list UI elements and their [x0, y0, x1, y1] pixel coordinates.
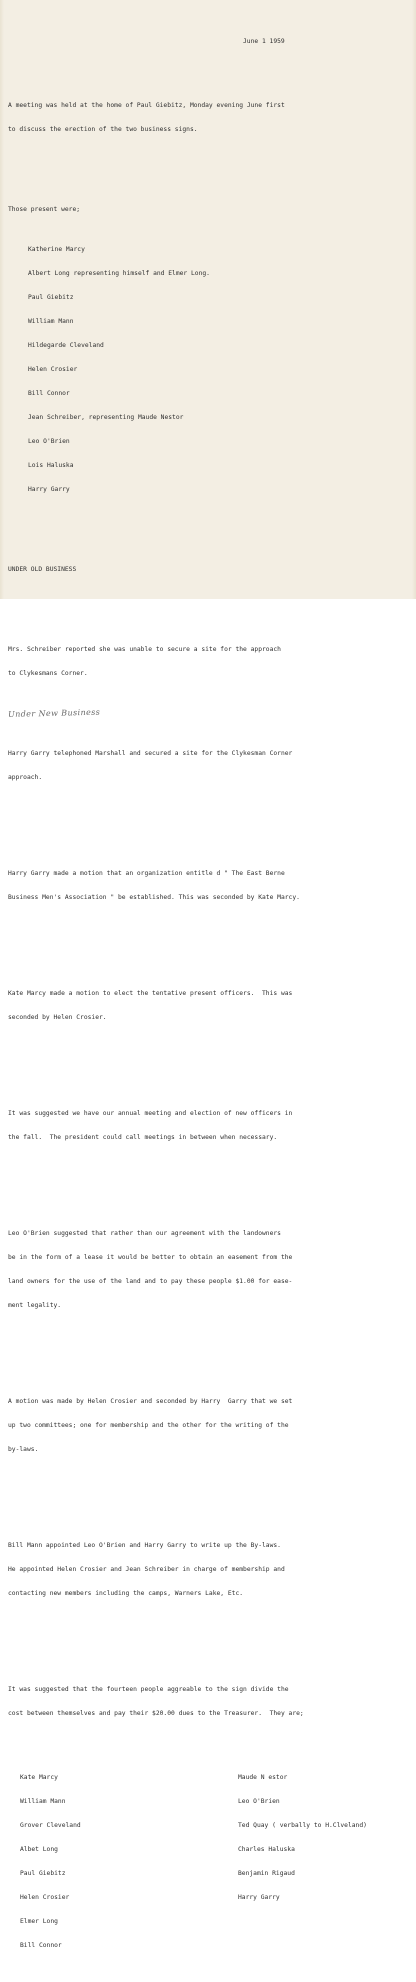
text-line: the fall. The president could call meetings in between when necessary.	[8, 1134, 278, 1141]
paragraph-easement	[8, 1214, 408, 1326]
text-line: land owners for the use of the land and to pay these people $1.00 for ease-	[8, 1278, 293, 1285]
paragraph-dues	[8, 1670, 408, 1734]
text-line: to Clykesmans Corner.	[8, 670, 88, 677]
text-line: It was suggested that the fourteen people aggreable to the sign divide the	[8, 1686, 289, 1693]
attendee-item: Paul Giebitz	[28, 294, 74, 301]
member-item: Charles Haluska	[238, 1846, 295, 1853]
text-line: Harry Garry made a motion that an organization entitle d " The East Berne	[8, 870, 285, 877]
attendee-item: Bill Connor	[28, 390, 70, 397]
text-line: Bill Mann appointed Leo O'Brien and Harry Garry to write up the By-laws.	[8, 1542, 281, 1549]
text-line: cost between themselves and pay their $20.00 dues to the Treasurer. They are;	[8, 1710, 304, 1717]
member-item: Ted Quay ( verbally to H.Clveland)	[238, 1822, 367, 1829]
member-item: William Mann	[20, 1798, 66, 1805]
attendee-item: Helen Crosier	[28, 366, 78, 373]
attendee-item: Lois Haluska	[28, 462, 74, 469]
text-line: contacting new members including the camps, Warners Lake, Etc.	[8, 1590, 244, 1597]
members-list-left	[8, 1758, 238, 1966]
text-line: by-laws.	[8, 1446, 39, 1453]
paragraph-appointments	[8, 1526, 408, 1614]
text-line: It was suggested we have our annual meeting and election of new officers in	[8, 1110, 293, 1117]
member-item: Elmer Long	[20, 1918, 58, 1925]
paragraph-association-motion	[8, 854, 408, 918]
member-item: Kate Marcy	[20, 1774, 58, 1781]
paragraph-officers-motion	[8, 974, 408, 1038]
attendee-item: Katherine Marcy	[28, 246, 85, 253]
member-item: Leo O'Brien	[238, 1798, 280, 1805]
present-heading: Those present were;	[8, 206, 81, 213]
text-line: Leo O'Brien suggested that rather than our agreement with the landowners	[8, 1230, 281, 1237]
text-line: seconded by Helen Crosier.	[8, 1014, 107, 1021]
member-item: Benjamin Rigaud	[238, 1870, 295, 1877]
member-item: Albet Long	[20, 1846, 58, 1853]
document-body	[8, 22, 408, 1982]
text-line: Harry Garry telephoned Marshall and secured a site for the Clykesman Corner	[8, 750, 293, 757]
attendee-item: William Mann	[28, 318, 74, 325]
member-item: Grover Cleveland	[20, 1822, 81, 1829]
text-line: up two committees; one for membership and the other for the writing of the	[8, 1422, 289, 1429]
text-line: Business Men's Association " be established. This was seconded by Kate Marcy.	[8, 894, 300, 901]
intro-paragraph	[8, 86, 408, 150]
attendee-item: Harry Garry	[28, 486, 70, 493]
text-line: A motion was made by Helen Crosier and seconded by Harry Garry that we set	[8, 1398, 293, 1405]
page-edge-left	[0, 0, 4, 599]
text-line: Kate Marcy made a motion to elect the tentative present officers. This was	[8, 990, 293, 997]
paragraph-annual-meeting	[8, 1094, 408, 1158]
section-heading-old-business: UNDER OLD BUSINESS	[8, 566, 77, 573]
handwritten-annotation: Under New Business	[7, 707, 101, 719]
member-item: Helen Crosier	[20, 1894, 70, 1901]
text-line: be in the form of a lease it would be better to obtain an easement from the	[8, 1254, 293, 1261]
member-item: Bill Connor	[20, 1942, 62, 1949]
attendee-item: Hildegarde Cleveland	[28, 342, 104, 349]
text-line: approach.	[8, 774, 43, 781]
page-edge-right	[412, 0, 416, 599]
members-columns	[8, 1758, 408, 1966]
paragraph-schreiber-report	[8, 630, 408, 694]
document-date: June 1 1959	[243, 38, 285, 45]
member-item: Paul Giebitz	[20, 1870, 66, 1877]
member-item: Harry Garry	[238, 1894, 280, 1901]
paragraph-garry-site	[8, 734, 408, 798]
text-line: to discuss the erection of the two business signs.	[8, 126, 198, 133]
text-line: Mrs. Schreiber reported she was unable to secure a site for the approach	[8, 646, 281, 653]
paragraph-committees-motion	[8, 1382, 408, 1470]
text-line: ment legality.	[8, 1302, 62, 1309]
attendee-list	[28, 230, 408, 510]
member-item: Maude N estor	[238, 1774, 288, 1781]
attendee-item: Jean Schreiber, representing Maude Nestor	[28, 414, 184, 421]
text-line: He appointed Helen Crosier and Jean Schreiber in charge of membership and	[8, 1566, 285, 1573]
attendee-item: Albert Long representing himself and Elmer Long.	[28, 270, 210, 277]
attendee-item: Leo O'Brien	[28, 438, 70, 445]
text-line: A meeting was held at the home of Paul Giebitz, Monday evening June first	[8, 102, 285, 109]
members-list-right	[238, 1758, 408, 1966]
